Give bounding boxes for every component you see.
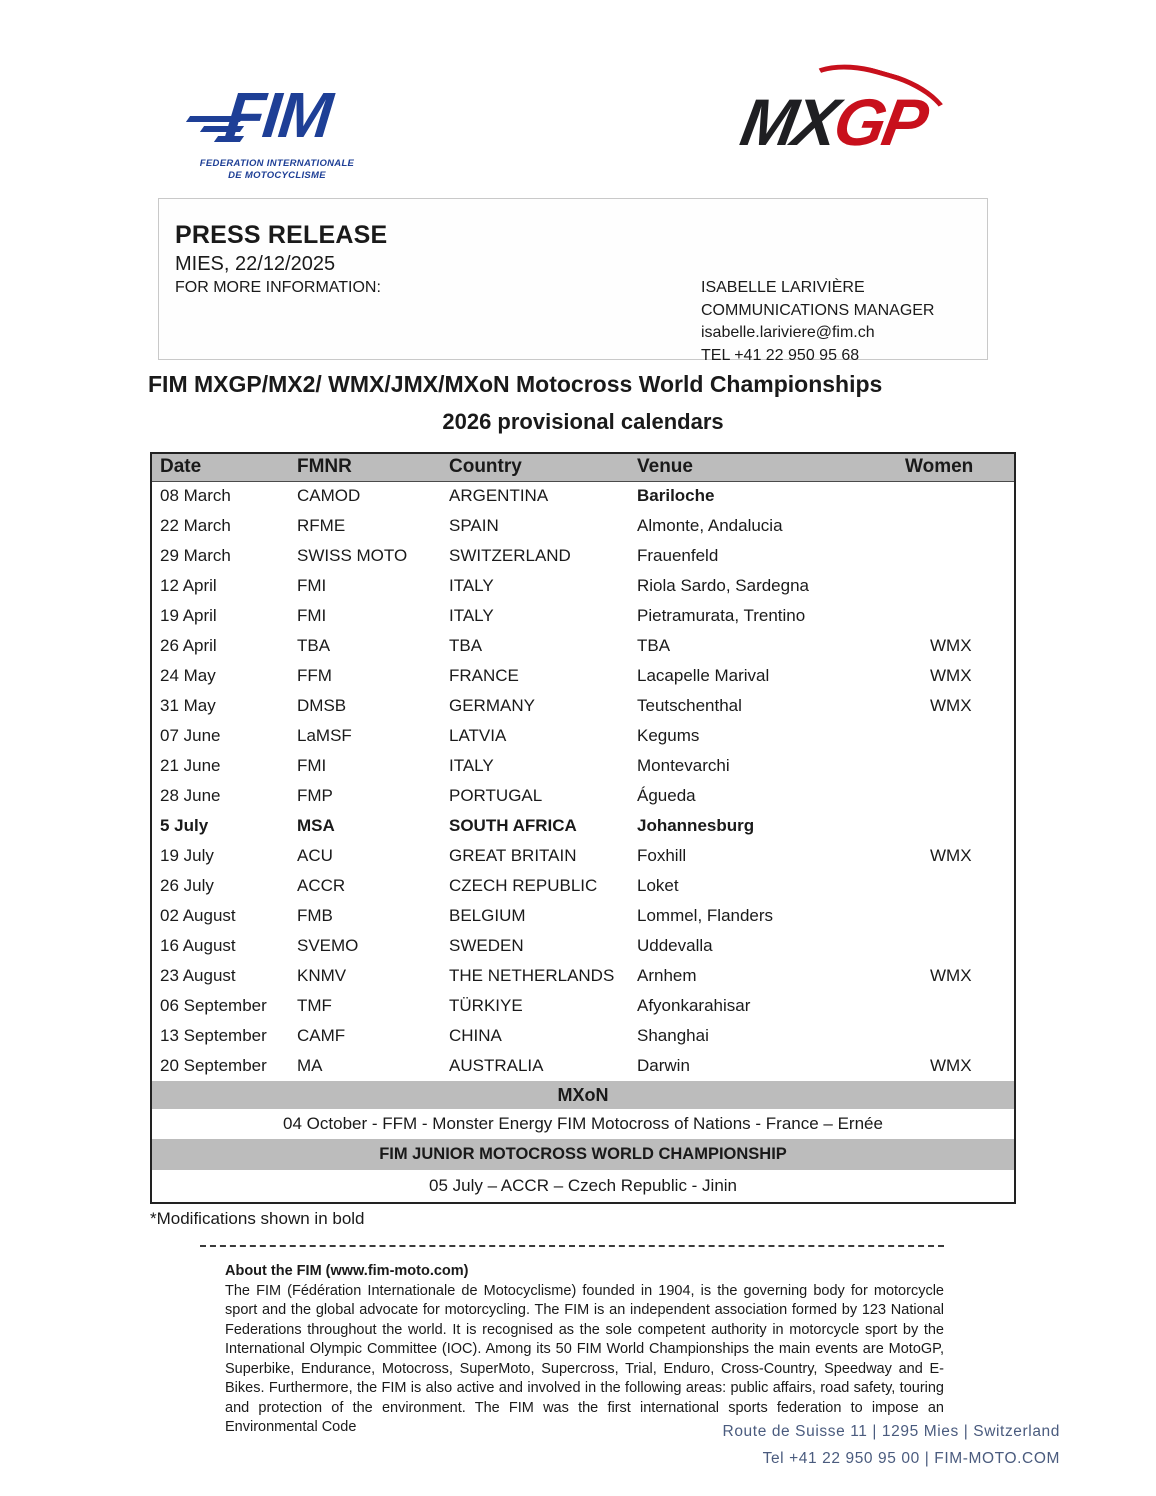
header-women: Women (905, 454, 1014, 481)
table-header-row (152, 454, 1014, 481)
cell-fmnr: SWISS MOTO (297, 546, 408, 565)
press-release-box (158, 198, 988, 364)
page-footer (723, 1418, 1060, 1472)
table-row (152, 871, 1014, 901)
cell-women (905, 1021, 1014, 1051)
cell-women: WMX (930, 636, 972, 655)
table-row (152, 931, 1014, 961)
cell-country: CZECH REPUBLIC (449, 876, 598, 895)
document-subtitle: 2026 provisional calendars (442, 409, 724, 434)
cell-venue: Shanghai (637, 1026, 709, 1045)
cell-date: 29 March (160, 546, 231, 565)
cell-fmnr: CAMOD (297, 486, 361, 506)
cell-women (905, 751, 1014, 781)
cell-venue: Bariloche (637, 486, 715, 506)
cell-fmnr: DMSB (297, 696, 347, 715)
footer-address: Route de Suisse 11 | 1295 Mies | Switzerland (722, 1423, 1060, 1440)
table-row (152, 571, 1014, 601)
cell-date: 08 March (160, 486, 231, 506)
cell-fmnr: FMB (297, 906, 333, 925)
cell-women (905, 481, 1014, 511)
cell-venue: Uddevalla (637, 936, 713, 955)
cell-women: WMX (930, 966, 972, 985)
table-row (152, 811, 1014, 841)
cell-women: WMX (930, 846, 972, 865)
cell-women (905, 601, 1014, 631)
about-section (225, 1262, 944, 1438)
cell-country: THE NETHERLANDS (449, 966, 615, 985)
cell-fmnr: FMI (297, 576, 327, 595)
header-fmnr: FMNR (297, 454, 449, 481)
press-release-dateline: MIES, 22/12/2025 (175, 253, 336, 275)
fim-logo (188, 79, 358, 190)
cell-date: 23 August (160, 966, 236, 985)
table-row (152, 1051, 1014, 1081)
table-row (152, 721, 1014, 751)
cell-venue: Pietramurata, Trentino (637, 606, 806, 625)
cell-venue: Loket (637, 876, 679, 895)
table-row (152, 781, 1014, 811)
cell-women: WMX (930, 696, 972, 715)
cell-fmnr: LaMSF (297, 726, 352, 745)
cell-country: LATVIA (449, 726, 507, 745)
cell-country: ARGENTINA (449, 486, 549, 506)
cell-country: PORTUGAL (449, 786, 543, 805)
cell-date: 28 June (160, 786, 221, 805)
cell-date: 16 August (160, 936, 236, 955)
contact-phone: TEL +41 22 950 95 68 (701, 346, 860, 364)
junior-section-header: FIM JUNIOR MOTOCROSS WORLD CHAMPIONSHIP (152, 1139, 1014, 1170)
dashed-separator (200, 1245, 944, 1247)
table-row (152, 511, 1014, 541)
cell-women: WMX (930, 666, 972, 685)
mxgp-logo-gp: GP (828, 85, 931, 159)
cell-date: 22 March (160, 516, 231, 535)
cell-country: GREAT BRITAIN (449, 846, 577, 865)
more-information-label: FOR MORE INFORMATION: (175, 279, 381, 296)
cell-women (905, 901, 1014, 931)
cell-fmnr: FFM (297, 666, 332, 685)
cell-date: 12 April (160, 576, 217, 595)
table-row (152, 901, 1014, 931)
contact-email: isabelle.lariviere@fim.ch (701, 324, 875, 341)
table-row (152, 481, 1014, 511)
document-title: FIM MXGP/MX2/ WMX/JMX/MXoN Motocross World Championships (148, 371, 883, 397)
mxgp-logo-mx: MX (735, 85, 842, 159)
cell-date: 02 August (160, 906, 236, 925)
cell-venue: Foxhill (637, 846, 687, 865)
table-row (152, 601, 1014, 631)
cell-country: SPAIN (449, 516, 499, 535)
cell-fmnr: TBA (297, 636, 331, 655)
fim-logo-tagline (188, 158, 366, 182)
cell-country: FRANCE (449, 666, 519, 685)
header-date: Date (152, 454, 297, 481)
contact-block (701, 277, 934, 367)
cell-venue: Almonte, Andalucia (637, 516, 783, 535)
cell-women (905, 781, 1014, 811)
cell-women (905, 811, 1014, 841)
cell-country: AUSTRALIA (449, 1056, 544, 1075)
table-row (152, 841, 1014, 871)
cell-date: 07 June (160, 726, 221, 745)
calendar-table (150, 452, 1016, 1204)
about-body: The FIM (Fédération Internationale de Motocyclisme) founded in 1904, is the governing body for motorcycle sport and the global advocate for motorcycling. The FIM is an independent association formed by 123 National Federations throughout the world. It is recognised as the sole competent authority in motorcycle sport by the International Olympic Committee (IOC). Among its 50 FIM World Championships the main events are MotoGP, Superbike, Endurance, Motocross, SuperMoto, Supercross, Trial, Enduro, Cross-Country, Speedway and E-Bikes. Furthermore, the FIM is also active and involved in the following areas: public affairs, road safety, touring and protection of the environment. The FIM was the first international sports federation to impose an Environmental Code (225, 1282, 944, 1435)
mxon-event-row: 04 October - FFM - Monster Energy FIM Motocross of Nations - France – Ernée (283, 1114, 883, 1133)
fim-logo-tagline-line2: DE MOTOCYCLISME (228, 170, 326, 181)
cell-country: CHINA (449, 1026, 502, 1045)
cell-fmnr: ACU (297, 846, 333, 865)
contact-role: COMMUNICATIONS MANAGER (701, 301, 935, 319)
cell-fmnr: FMI (297, 756, 327, 775)
table-row (152, 1021, 1014, 1051)
table-row (152, 991, 1014, 1021)
cell-venue: Lacapelle Marival (637, 666, 770, 685)
cell-fmnr: FMI (297, 606, 327, 625)
press-release-title: PRESS RELEASE (175, 221, 388, 249)
cell-country: SOUTH AFRICA (449, 816, 577, 835)
table-row (152, 751, 1014, 781)
cell-fmnr: SVEMO (297, 936, 359, 955)
cell-venue: Montevarchi (637, 756, 730, 775)
cell-date: 26 April (160, 636, 217, 655)
cell-venue: Johannesburg (637, 816, 755, 835)
cell-venue: Arnhem (637, 966, 697, 985)
table-row (152, 661, 1014, 691)
cell-women (905, 511, 1014, 541)
cell-date: 20 September (160, 1056, 267, 1075)
cell-women (905, 541, 1014, 571)
cell-women (905, 721, 1014, 751)
mxgp-logo (735, 84, 992, 170)
header-country: Country (449, 454, 637, 481)
mxon-section-header: MXoN (152, 1081, 1014, 1109)
cell-fmnr: TMF (297, 996, 332, 1015)
cell-fmnr: CAMF (297, 1026, 346, 1045)
cell-venue: Riola Sardo, Sardegna (637, 576, 810, 595)
about-heading: About the FIM (www.fim-moto.com) (225, 1263, 469, 1279)
cell-date: 13 September (160, 1026, 267, 1045)
fim-logo-tagline-line1: FEDERATION INTERNATIONALE (199, 158, 355, 169)
cell-country: TÜRKIYE (449, 996, 523, 1015)
cell-date: 26 July (160, 876, 214, 895)
table-body (152, 481, 1014, 1081)
cell-venue: Lommel, Flanders (637, 906, 774, 925)
cell-venue: Teutschenthal (637, 696, 742, 715)
cell-country: SWITZERLAND (449, 546, 571, 565)
cell-country: ITALY (449, 576, 494, 595)
cell-women: WMX (930, 1056, 972, 1075)
cell-country: ITALY (449, 606, 494, 625)
cell-fmnr: KNMV (297, 966, 347, 985)
fim-logo-wordmark: FIM (222, 79, 334, 151)
cell-venue: Águeda (637, 786, 696, 805)
cell-venue: Frauenfeld (637, 546, 719, 565)
cell-women (905, 931, 1014, 961)
cell-venue: Kegums (637, 726, 700, 745)
cell-women (905, 991, 1014, 1021)
cell-date: 5 July (160, 816, 209, 835)
table-row (152, 691, 1014, 721)
cell-women (905, 871, 1014, 901)
cell-women (905, 571, 1014, 601)
modifications-note: *Modifications shown in bold (150, 1209, 365, 1228)
table-row (152, 961, 1014, 991)
header-venue: Venue (637, 454, 905, 481)
cell-date: 06 September (160, 996, 267, 1015)
cell-fmnr: MA (297, 1056, 323, 1075)
cell-date: 21 June (160, 756, 221, 775)
cell-date: 19 July (160, 846, 214, 865)
cell-country: ITALY (449, 756, 494, 775)
cell-fmnr: RFME (297, 516, 346, 535)
cell-venue: Darwin (637, 1056, 690, 1075)
junior-event-row: 05 July – ACCR – Czech Republic - Jinin (428, 1176, 738, 1195)
cell-date: 31 May (160, 696, 216, 715)
cell-fmnr: MSA (297, 816, 335, 835)
table-row (152, 631, 1014, 661)
cell-country: SWEDEN (449, 936, 524, 955)
cell-venue: TBA (637, 636, 671, 655)
cell-fmnr: FMP (297, 786, 333, 805)
cell-date: 24 May (160, 666, 216, 685)
cell-country: BELGIUM (449, 906, 526, 925)
contact-name: ISABELLE LARIVIÈRE (701, 279, 865, 296)
table-row (152, 541, 1014, 571)
cell-date: 19 April (160, 606, 217, 625)
footer-contact: Tel +41 22 950 95 00 | FIM-MOTO.COM (762, 1450, 1060, 1467)
cell-venue: Afyonkarahisar (637, 996, 751, 1015)
cell-country: TBA (449, 636, 483, 655)
cell-fmnr: ACCR (297, 876, 346, 895)
cell-country: GERMANY (449, 696, 535, 715)
